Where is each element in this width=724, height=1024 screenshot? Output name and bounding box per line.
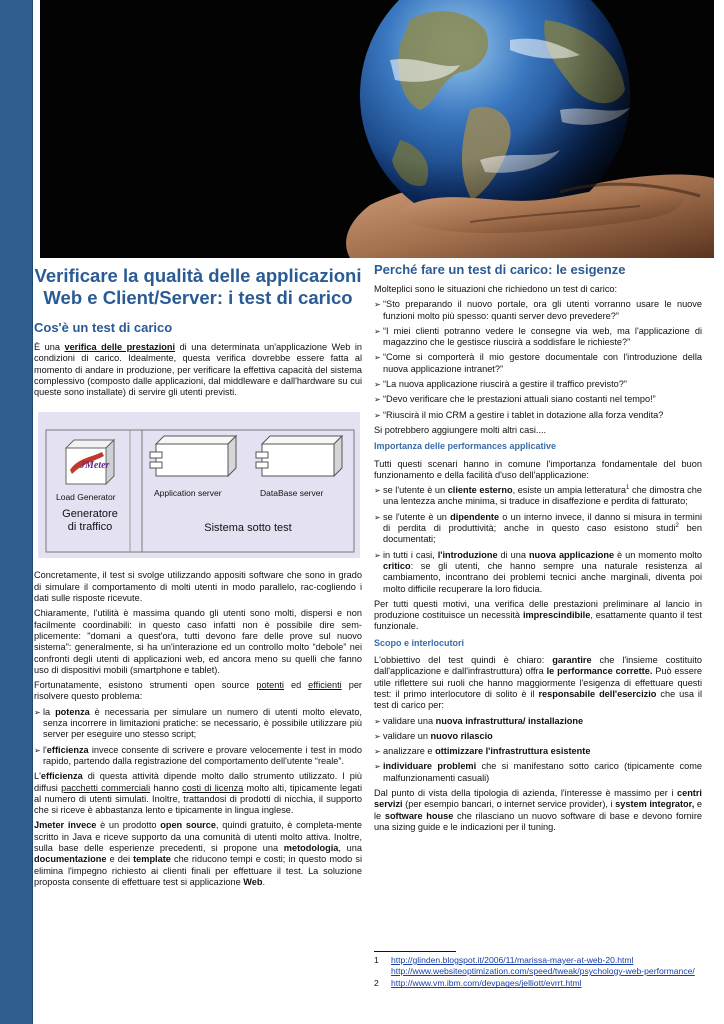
app-server-cube-icon (150, 436, 236, 476)
paragraph-chiaramente: Chiaramente, l'utilità è massima quando gli utenti sono molti, dispersi e non facilmente coordinabili: in questo caso infatti non è possibile dire sem-plicemente: "domani a quest'ora, tutti devono fare delle prove sul nuovo sistema": generalmente, si ha un'interazione ed un controllo molto “debole” nei confronti degli utenti di applicazioni web, ed ancora meno su quelli che fanno uso di dispositivi mobili (smartphone e tablet). (34, 608, 362, 675)
list-item: ➢ “Devo verificare che le prestazioni attuali siano costanti nel tempo!” (374, 394, 702, 405)
list-item: ➢ validare un nuovo rilascio (374, 731, 702, 742)
paragraph-molteplici: Molteplici sono le situazioni che richiedono un test di carico: (374, 284, 618, 294)
list-item: ➢ l'efficienza invece consente di scrivere e provare velocemente i test in modo rapido, partendo dalla registrazione del comportamento dell'utente “reale”. (34, 745, 362, 768)
paragraph-per-tutti: Per tutti questi motivi, una verifica delle prestazioni preliminare al lancio in produzione costituisce un necessità imprescindibile, esattamente quanto il test funzionale. (374, 598, 702, 632)
footnote-link[interactable]: http://glinden.blogspot.it/2006/11/marissa-mayer-at-web-20.html (391, 955, 634, 965)
footnote-2 (374, 978, 704, 989)
label-database-server: DataBase server (260, 488, 324, 499)
jmeter-logo-icon (66, 440, 114, 484)
emphasis-verifica-prestazioni: verifica delle prestazioni (64, 342, 176, 352)
db-server-cube-icon (256, 436, 342, 476)
footnote-link[interactable]: http://www.websiteoptimization.com/speed/tweak/psychology-web-performance/ (391, 966, 695, 977)
hero-image-earth-in-hand (40, 0, 714, 258)
footnote-number: 2 (374, 978, 379, 989)
paragraph-altri-casi: Si potrebbero aggiungere molti altri casi.... (374, 424, 547, 435)
paragraph-fortunatamente: Fortunatamente, esistono strumenti open source potenti ed efficienti per risolvere questo problema: (34, 680, 362, 702)
list-item: ➢ la potenza è necessaria per simulare un numero di utenti molto elevato, senza incorrere in limitazioni pratiche: se necessario, è possibile utilizzare più server per eseguire uno stesso script; (34, 707, 362, 741)
bullet-list-scopi (374, 716, 702, 784)
list-item: ➢ “Riuscirà il mio CRM a gestire i tablet in dotazione alla forza vendita? (374, 410, 702, 421)
list-item: ➢ individuare problemi che si manifestano sotto carico (tipicamente come malfunzionamenti casuali) (374, 761, 702, 784)
paragraph-concretamente: Concretamente, il test si svolge utilizzando appositi software che sono in grado di simulare il comportamento di molti utenti in modo parallelo, rac-cogliendo i dati sulle risposte ricevute. (34, 570, 362, 604)
subheading-importanza: Importanza delle performances applicative (374, 441, 557, 452)
label-application-server: Application server (154, 488, 222, 499)
footnote-separator (374, 951, 456, 952)
page-title: Verificare la qualità delle applicazioni Web e Client/Server: i test di carico (34, 265, 362, 308)
label-generatore-traffico: Generatore di traffico (62, 508, 118, 534)
label-load-generator: Load Generator (56, 492, 116, 503)
list-item: ➢ “I miei clienti potranno vedere le consegne via web, ma l'applicazione di magazzino che le gestisce riuscirà a soddisfare le richieste?” (374, 326, 702, 349)
list-item: ➢ analizzare e ottimizzare l'infrastruttura esistente (374, 746, 702, 757)
bullet-list-strumenti (34, 707, 362, 767)
list-item: ➢ se l'utente è un dipendente o un interno invece, il danno si misura in termini di perdita di produttività; anche in questo caso esistono studi$^2$ ben documentati; (374, 512, 702, 546)
svg-text:JMeter: JMeter (80, 460, 110, 472)
list-item: ➢ se l'utente è un cliente esterno, esiste un ampia letteratura$^1$ che dimostra che una lentezza anche minima, si traduce in disaffezione e perdita di fatturato; (374, 485, 702, 508)
paragraph-efficienza: L'efficienza di questa attività dipende molto dallo strumento utilizzato. I più diffusi pacchetti commerciali hanno costi di licenza molto alti, tipicamente legati al numero di utenti simulati. Inoltre, trattandosi di prodotti di nicchia, il supporto che si riceve è abbastanza lento e tipicamente in lingua inglese. (34, 771, 363, 816)
paragraph-scenari: Tutti questi scenari hanno in comune l'importanza fondamentale del buon funzionamento e della facilità d'uso dell'applicazione: (374, 458, 702, 480)
earth-hand-illustration (40, 0, 714, 258)
label-sistema-sotto-test: Sistema sotto test (204, 522, 292, 535)
bullet-list-quotes (374, 299, 702, 421)
list-item: ➢ “La nuova applicazione riuscirà a gestire il traffico previsto?” (374, 379, 702, 390)
bullet-list-importanza (374, 485, 702, 595)
paragraph-obbiettivo: L'obbiettivo del test quindi è chiaro: garantire che l'insieme costituito dall'applicazione e dall'infrastruttura) offra le performance corrette. Può essere utile riflettere sui ruoli che hanno maggiormente l'esigenza di effettuare questi test: il primo interlocutore di solito è il responsabile dell'esercizio che usa il test di carico per: (374, 655, 703, 711)
paragraph-definition: È una verifica delle prestazioni di una determinata un'applicazione Web in condizioni di carico. Idealmente, questa verifica dovrebbe essere fatta al momento di andare in produzione, per verificare la effettiva capacità del sistema complessivo (composto dalle applicazioni, dal middleware e dall'hardware su cui queste sono installate) di servire gli utenti previsti. (34, 342, 362, 398)
footnote-1 (374, 955, 704, 977)
section-heading-cos-e: Cos'è un test di carico (34, 320, 173, 335)
right-column (374, 262, 702, 837)
section-heading-esigenze: Perché fare un test di carico: le esigenze (374, 262, 626, 277)
list-item: ➢ in tutti i casi, l'introduzione di una nuova applicazione è un momento molto critico: se gli utenti, che hanno sempre una naturale resistenza al cambiamento, incontrano dei problemi tecnici anche marginali, diventa poi molto difficile recuperare la loro fiducia. (374, 550, 702, 595)
left-column (34, 262, 362, 892)
footnote-number: 1 (374, 955, 379, 965)
subheading-scopo: Scopo e interlocutori (374, 637, 465, 648)
footnote-link[interactable]: http://www.vm.ibm.com/devpages/jelliott/evrrt.html (391, 978, 582, 989)
diagram-shapes (38, 412, 360, 558)
list-item: ➢ “Come si comporterà il mio gestore documentale con l'introduzione della nuova applicazione intranet?” (374, 352, 702, 375)
paragraph-jmeter: Jmeter invece è un prodotto open source, quindi gratuito, è completa-mente scritto in Java e riceve supporto da una comunità di utenti molto attiva. Inoltre, sulla base delle esperienze precedenti, si propone una metodologia, una documentazione e dei template che riducono tempi e costi; in questo modo si elimina l'impegno richiesto ai clienti finali per effettuare il test. La soluzione proposta consente di effettuare test si applicazione Web. (34, 820, 363, 887)
architecture-diagram (38, 412, 360, 558)
left-sidebar-bar (0, 0, 33, 1024)
paragraph-tipologia-azienda: Dal punto di vista della tipologia di azienda, l'interesse è massimo per i centri servizi (per esempio bancari, o internet service provider), i system integrator, e le software house che rilasciano un nuovo software di base e devono fornire una sizing guide e le indicazioni per il tuning. (374, 787, 702, 832)
list-item: ➢ validare una nuova infrastruttura/ installazione (374, 716, 702, 727)
footnotes (374, 955, 704, 991)
list-item: ➢ “Sto preparando il nuovo portale, ora gli utenti vorranno usare le nuove funzioni molto più spesso: quanti server devo prevedere?” (374, 299, 702, 322)
